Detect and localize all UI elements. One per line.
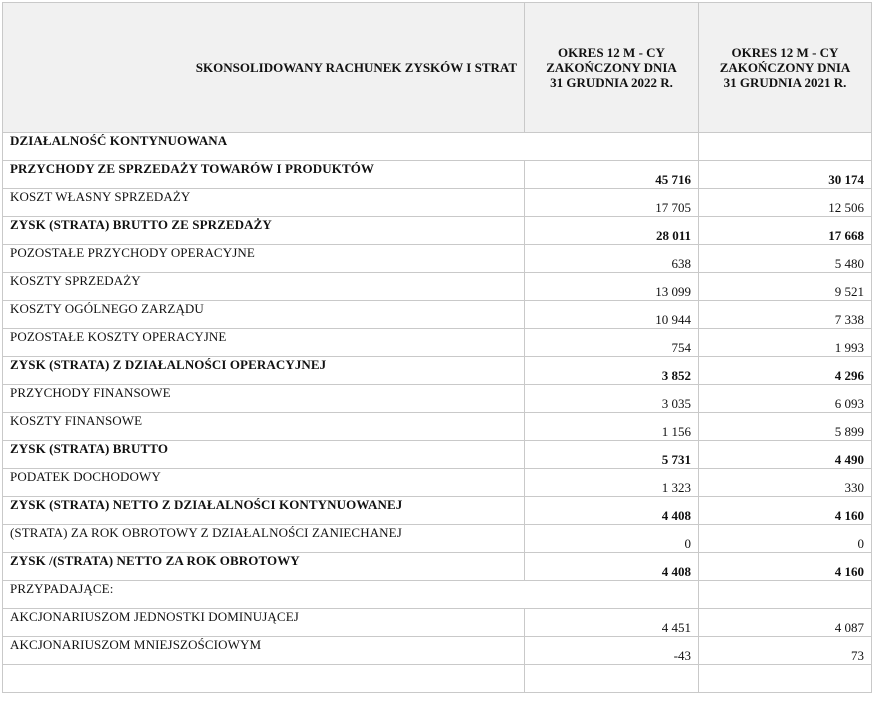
table-row bbox=[3, 245, 872, 273]
table-row bbox=[3, 525, 872, 553]
table-row bbox=[3, 357, 872, 385]
table-row bbox=[3, 553, 872, 581]
row-label: ZYSK /(STRATA) NETTO ZA ROK OBROTOWY bbox=[3, 553, 525, 581]
value-2022: 1 156 bbox=[525, 413, 699, 441]
value-2021: 5 480 bbox=[699, 245, 872, 273]
row-label: ZYSK (STRATA) Z DZIAŁALNOŚCI OPERACYJNEJ bbox=[3, 357, 525, 385]
value-2021: 330 bbox=[699, 469, 872, 497]
value-2022: 0 bbox=[525, 525, 699, 553]
column-header-2021-line2: ZAKOŃCZONY DNIA bbox=[719, 60, 851, 75]
value-2022: 638 bbox=[525, 245, 699, 273]
value-2021: 4 160 bbox=[699, 553, 872, 581]
table-row bbox=[3, 609, 872, 637]
value-2022: -43 bbox=[525, 637, 699, 665]
value-2021: 17 668 bbox=[699, 217, 872, 245]
value-2022: 5 731 bbox=[525, 441, 699, 469]
value-2021: 5 899 bbox=[699, 413, 872, 441]
column-header-2022-line3: 31 GRUDNIA 2022 R. bbox=[550, 75, 673, 90]
row-label: KOSZTY SPRZEDAŻY bbox=[3, 273, 525, 301]
value-2022: 4 408 bbox=[525, 553, 699, 581]
value-2021: 0 bbox=[699, 525, 872, 553]
value-2022: 13 099 bbox=[525, 273, 699, 301]
row-label: KOSZTY FINANSOWE bbox=[3, 413, 525, 441]
value-2021: 7 338 bbox=[699, 301, 872, 329]
empty-cell bbox=[3, 665, 525, 693]
column-header-2022 bbox=[525, 3, 699, 133]
row-label: PRZYCHODY ZE SPRZEDAŻY TOWARÓW I PRODUKTÓW bbox=[3, 161, 525, 189]
value-2021: 30 174 bbox=[699, 161, 872, 189]
row-label: POZOSTAŁE KOSZTY OPERACYJNE bbox=[3, 329, 525, 357]
row-label: PODATEK DOCHODOWY bbox=[3, 469, 525, 497]
value-2021: 6 093 bbox=[699, 385, 872, 413]
row-label: ZYSK (STRATA) BRUTTO ZE SPRZEDAŻY bbox=[3, 217, 525, 245]
empty-row bbox=[3, 665, 872, 693]
column-header-2022-line1: OKRES 12 M - CY bbox=[558, 45, 665, 60]
column-header-2021 bbox=[699, 3, 872, 133]
value-2022: 10 944 bbox=[525, 301, 699, 329]
column-header-2021-line1: OKRES 12 M - CY bbox=[731, 45, 839, 60]
value-2022: 754 bbox=[525, 329, 699, 357]
value-2022: 17 705 bbox=[525, 189, 699, 217]
value-2021 bbox=[699, 133, 872, 161]
value-2021: 4 087 bbox=[699, 609, 872, 637]
row-label: DZIAŁALNOŚĆ KONTYNUOWANA bbox=[3, 133, 699, 161]
value-2022: 3 035 bbox=[525, 385, 699, 413]
table-row bbox=[3, 273, 872, 301]
table-row bbox=[3, 217, 872, 245]
statement-title: SKONSOLIDOWANY RACHUNEK ZYSKÓW I STRAT bbox=[3, 3, 525, 133]
value-2022: 1 323 bbox=[525, 469, 699, 497]
income-statement-table bbox=[2, 2, 872, 693]
value-2022: 3 852 bbox=[525, 357, 699, 385]
table-row bbox=[3, 301, 872, 329]
row-label: KOSZT WŁASNY SPRZEDAŻY bbox=[3, 189, 525, 217]
row-label: AKCJONARIUSZOM MNIEJSZOŚCIOWYM bbox=[3, 637, 525, 665]
table-row bbox=[3, 161, 872, 189]
header-row bbox=[3, 3, 872, 133]
table-row bbox=[3, 413, 872, 441]
table-row bbox=[3, 497, 872, 525]
row-label: KOSZTY OGÓLNEGO ZARZĄDU bbox=[3, 301, 525, 329]
row-label: POZOSTAŁE PRZYCHODY OPERACYJNE bbox=[3, 245, 525, 273]
column-header-2022-line2: ZAKOŃCZONY DNIA bbox=[546, 60, 677, 75]
column-header-2021-line3: 31 GRUDNIA 2021 R. bbox=[723, 75, 847, 90]
value-2021: 4 296 bbox=[699, 357, 872, 385]
value-2022: 4 408 bbox=[525, 497, 699, 525]
row-label: (STRATA) ZA ROK OBROTOWY Z DZIAŁALNOŚCI ZANIECHANEJ bbox=[3, 525, 525, 553]
value-2021: 9 521 bbox=[699, 273, 872, 301]
value-2022: 45 716 bbox=[525, 161, 699, 189]
table-row bbox=[3, 385, 872, 413]
value-2021: 1 993 bbox=[699, 329, 872, 357]
table-row bbox=[3, 189, 872, 217]
value-2021: 4 490 bbox=[699, 441, 872, 469]
value-2021: 12 506 bbox=[699, 189, 872, 217]
value-2021 bbox=[699, 581, 872, 609]
row-label: AKCJONARIUSZOM JEDNOSTKI DOMINUJĄCEJ bbox=[3, 609, 525, 637]
section-row-attributable bbox=[3, 581, 872, 609]
row-label: PRZYCHODY FINANSOWE bbox=[3, 385, 525, 413]
row-label: PRZYPADAJĄCE: bbox=[3, 581, 699, 609]
table-row bbox=[3, 469, 872, 497]
row-label: ZYSK (STRATA) NETTO Z DZIAŁALNOŚCI KONTYNUOWANEJ bbox=[3, 497, 525, 525]
row-label: ZYSK (STRATA) BRUTTO bbox=[3, 441, 525, 469]
section-row-continuing-operations bbox=[3, 133, 872, 161]
empty-cell bbox=[525, 665, 699, 693]
table-row bbox=[3, 329, 872, 357]
empty-cell bbox=[699, 665, 872, 693]
table-row bbox=[3, 441, 872, 469]
value-2021: 4 160 bbox=[699, 497, 872, 525]
table-row bbox=[3, 637, 872, 665]
value-2022: 4 451 bbox=[525, 609, 699, 637]
value-2022: 28 011 bbox=[525, 217, 699, 245]
value-2021: 73 bbox=[699, 637, 872, 665]
